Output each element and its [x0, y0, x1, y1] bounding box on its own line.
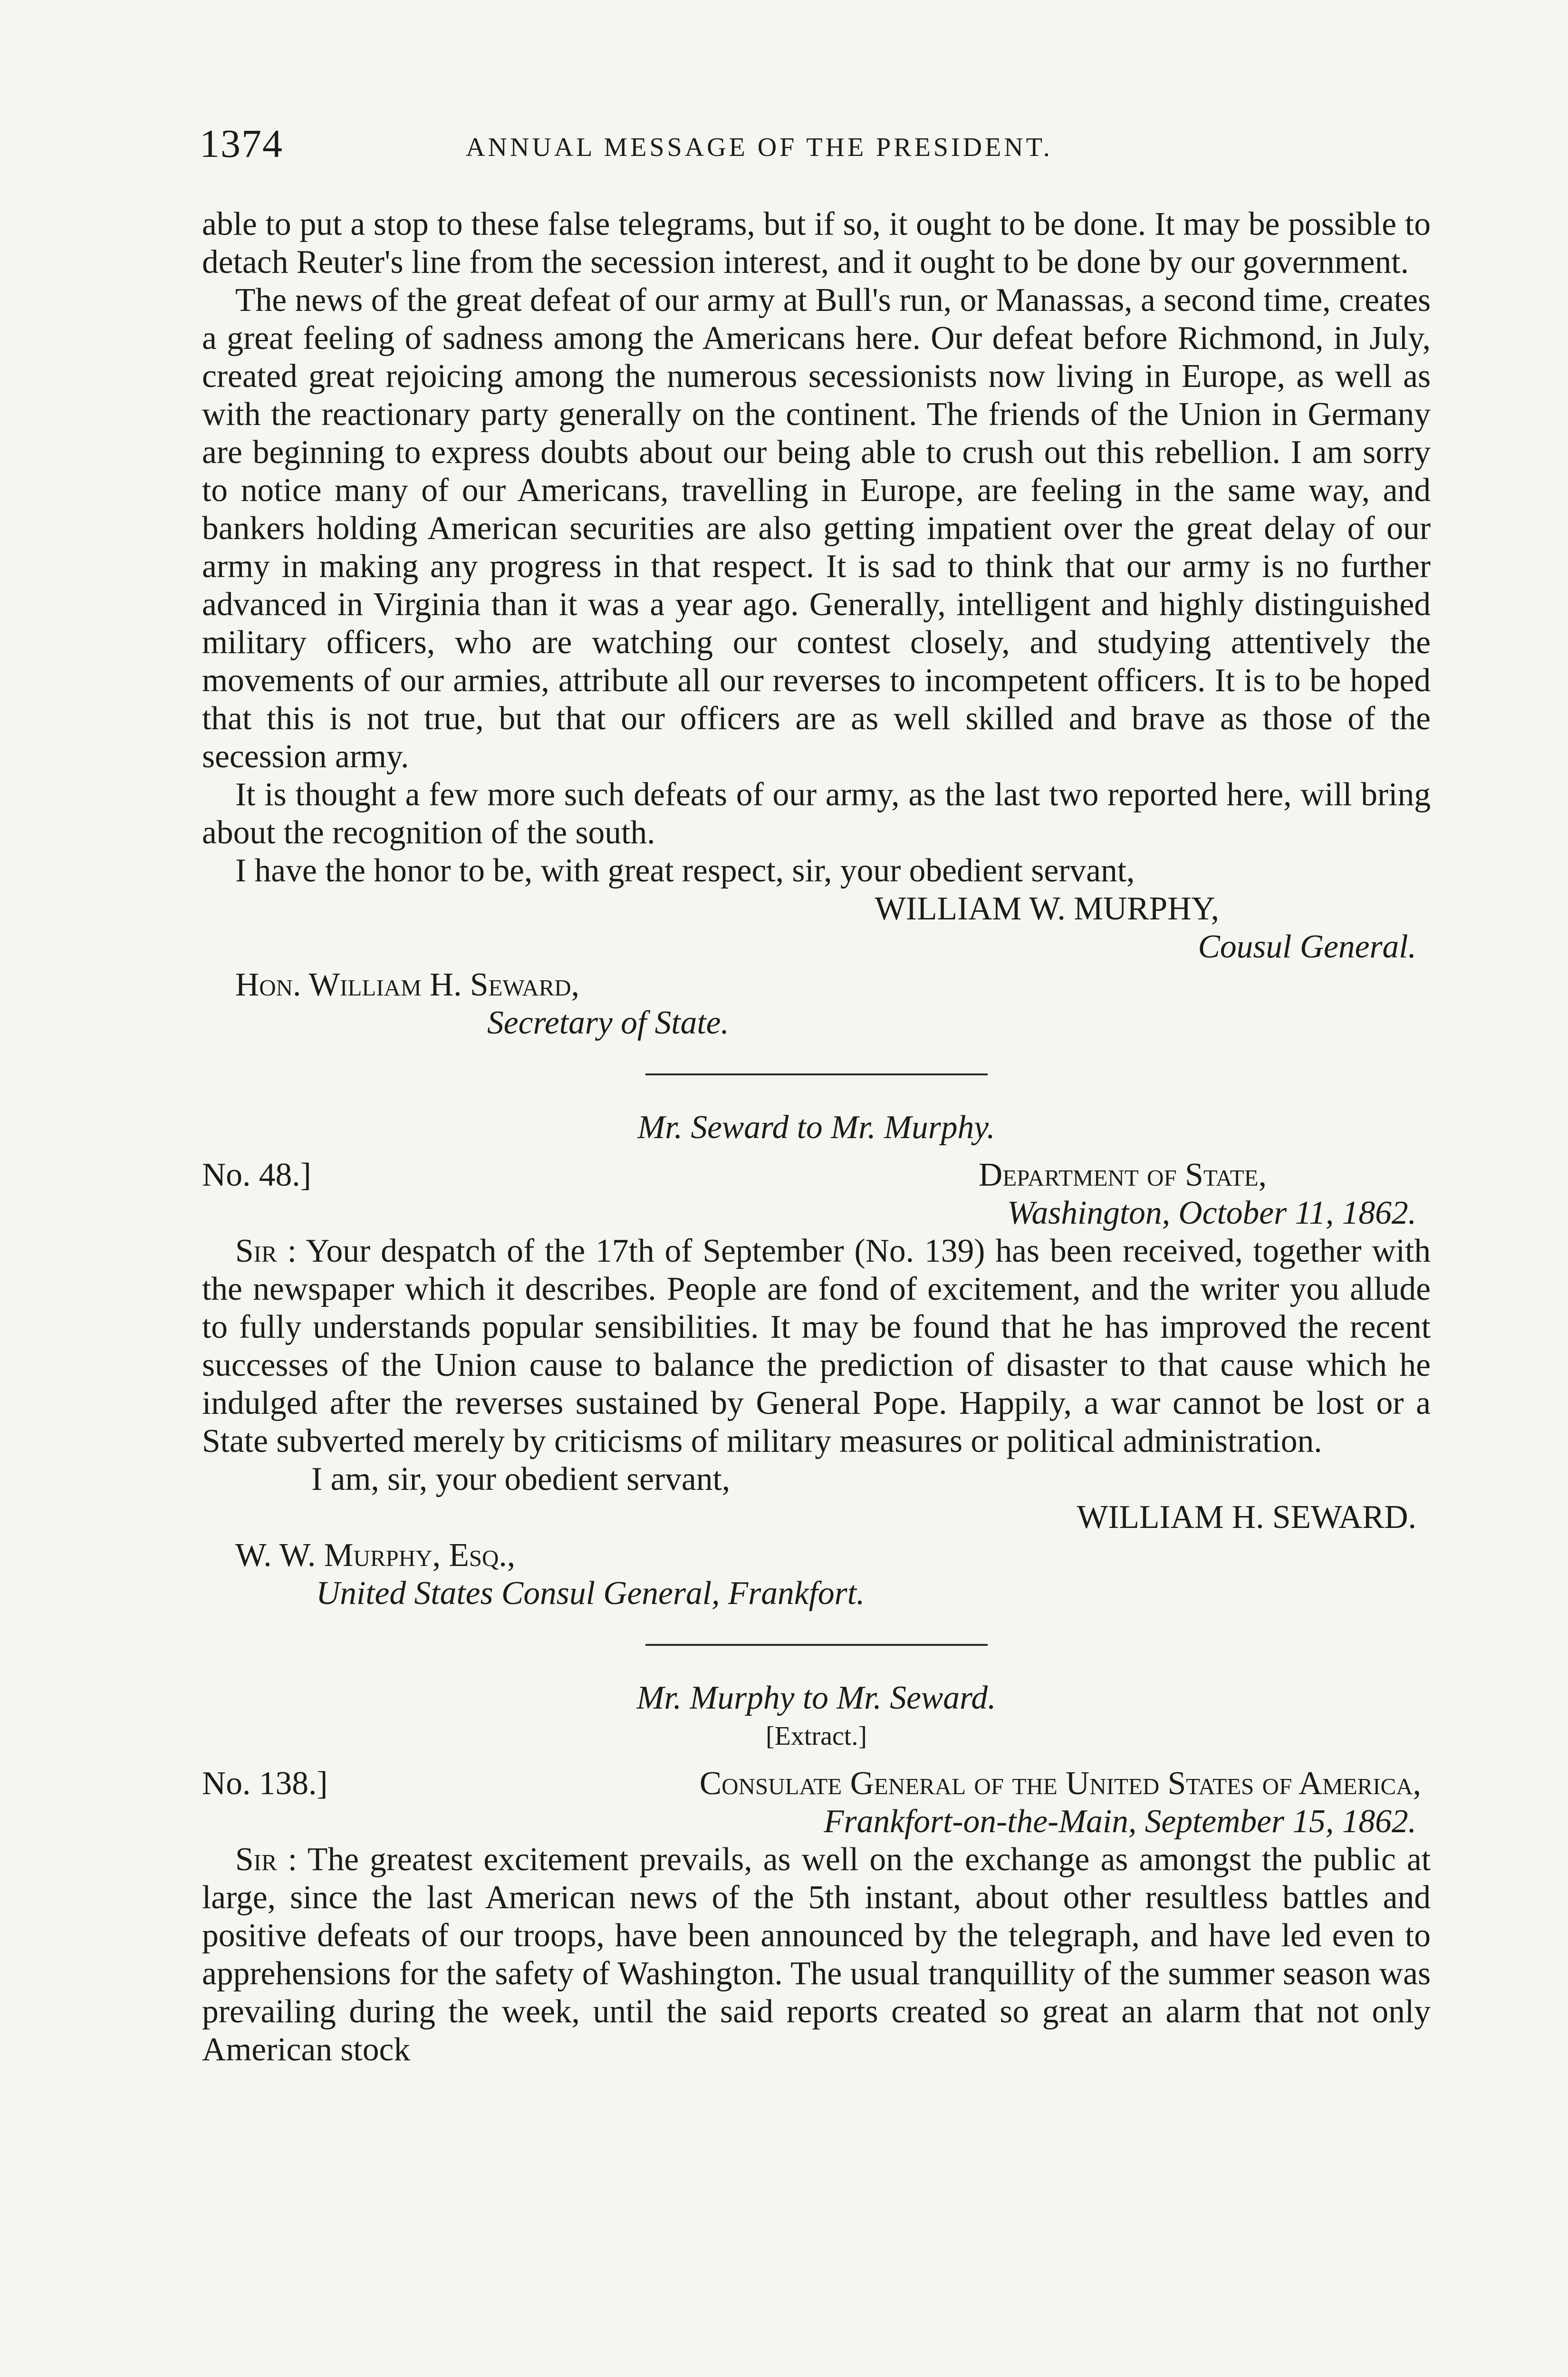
addressee-title: Secretary of State.	[487, 1005, 729, 1041]
letter-body	[202, 1232, 1431, 1460]
section-divider	[645, 1644, 988, 1646]
signature: WILLIAM W. MURPHY,	[875, 890, 1219, 927]
salutation: Sir :	[235, 1841, 298, 1878]
dispatch-number: No. 138.]	[202, 1765, 328, 1802]
letter-heading: Mr. Murphy to Mr. Seward.	[636, 1680, 996, 1716]
section-divider	[645, 1073, 988, 1075]
sender-office: Department of State,	[979, 1157, 1267, 1193]
dispatch-number: No. 48.]	[202, 1157, 311, 1193]
closing-line: I have the honor to be, with great respect, sir, your obedient servant,	[235, 852, 1135, 889]
letter-body	[202, 1841, 1431, 2069]
dispatch-header	[202, 1156, 1431, 1194]
extract-note: [Extract.]	[766, 1721, 867, 1751]
addressee-title: United States Consul General, Frankfort.	[316, 1575, 865, 1612]
body-paragraph: It is thought a few more such defeats of our army, as the last two reported here, will bring about the recognition of the south.	[202, 776, 1431, 851]
page-header	[200, 118, 1435, 175]
page-number: 1374	[200, 122, 283, 166]
place-date: Washington, October 11, 1862.	[1007, 1195, 1416, 1231]
body-paragraph: The news of the great defeat of our army at Bull's run, or Manassas, a second time, creates a great feeling of sadness among the Americans here. Our defeat before Richmond, in July, created great rejoicing among the numerous secessionists now living in Europe, as well as with the reactionary party generally on the continent. The friends of the Union in Germany are beginning to express doubts about our being able to crush out this rebellion. I am sorry to notice many of our Americans, travelling in Europe, are feeling in the same way, and bankers holding American securities are also getting impatient over the great delay of our army in making any progress in that respect. It is sad to think that our army is no further advanced in Virginia than it was a year ago. Generally, intelligent and highly distinguished military officers, who are watching our contest closely, and studying attentively the movements of our armies, attribute all our reverses to incompetent officers. It is to be hoped that this is not true, but that our officers are as well skilled and brave as those of the secession army.	[202, 282, 1431, 775]
sender-office: Consulate General of the United States of America,	[699, 1765, 1421, 1802]
signature-title: Cousul General.	[1198, 928, 1416, 965]
place-date: Frankfort-on-the-Main, September 15, 1862.	[824, 1803, 1416, 1840]
body-text: The greatest excitement prevails, as well on the exchange as amongst the public at large, since the last American news of the 5th instant, about other resultless battles and positive defeats of our troops, have been announced by the telegraph, and have led even to apprehensions for the safety of Washington. The usual tranquillity of the summer season was prevailing during the week, until the said reports created so great an alarm that not only American stock	[202, 1841, 1431, 2068]
body-text: Your despatch of the 17th of September (No. 139) has been received, together with the newspaper which it describes. People are fond of excitement, and the writer you allude to fully understands popular sensibilities. It may be found that he has improved the recent successes of the Union cause to balance the prediction of disaster to that cause which he indulged after the reverses sustained by General Pope. Happily, a war cannot be lost or a State subverted merely by criticisms of military measures or political administration.	[202, 1233, 1431, 1459]
addressee-name: W. W. Murphy, Esq.,	[235, 1537, 516, 1574]
addressee-name: Hon. William H. Seward,	[235, 966, 580, 1003]
body-paragraph: able to put a stop to these false telegrams, but if so, it ought to be done. It may be possible to detach Reuter's line from the secession interest, and it ought to be done by our government.	[202, 206, 1431, 280]
text-column	[202, 205, 1431, 2069]
signature: WILLIAM H. SEWARD.	[1077, 1499, 1416, 1536]
letter-heading: Mr. Seward to Mr. Murphy.	[637, 1109, 995, 1146]
dispatch-header	[202, 1765, 1431, 1803]
closing-line: I am, sir, your obedient servant,	[311, 1461, 731, 1498]
salutation: Sir :	[235, 1233, 297, 1269]
running-head: ANNUAL MESSAGE OF THE PRESIDENT.	[466, 133, 1053, 162]
